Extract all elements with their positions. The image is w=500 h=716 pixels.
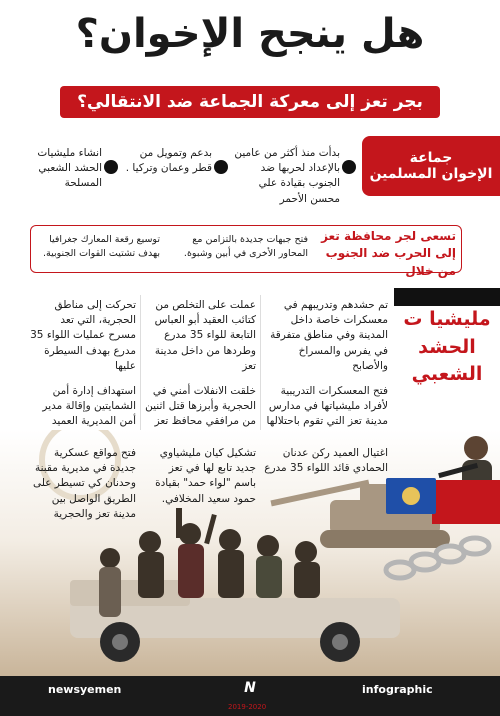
flag-emblem-icon (402, 487, 420, 505)
footer-bar (0, 676, 500, 716)
subtitle-banner (60, 86, 440, 118)
militia-item: خلقت الانفلات أمني في الحجرية وأبرزها قتل اثنين من مرافقي محافظ تعز (145, 385, 256, 428)
footer-year: 2019-2020 (228, 703, 267, 711)
footer-source: newsyemen (48, 683, 122, 696)
bullet-dot (342, 160, 356, 174)
section1-col1: بدأت منذ أكثر من عامين بالإعداد لحربها ضد الجنوب بقيادة علي محسن الأحمر (234, 147, 340, 205)
tab-line2: الحشد (418, 335, 476, 358)
militia-item: فتح مواقع عسكرية جديدة في مديرية مقبنة وحدنان كي تسيطر على الطريق الواصل بين مدينة تعز والحجرية (32, 447, 136, 520)
section2-col2: توسيع رقعة المعارك جغرافيا بهدف تشتيت القوات الجنوبية. (43, 234, 160, 259)
militia-item: عملت على التخلص من كتائب العقيد أبو العباس التابعة للواء 35 مدرع وطردها من داخل مدينة تعز (154, 299, 256, 372)
tab-line1: جماعة (409, 150, 453, 166)
militia-item: تشكيل كيان مليشياوي جديد تابع لها في تعز باسم "لواء حمد" بقيادة حمود سعيد المخلافي. (155, 447, 256, 505)
footer-type: infographic (362, 683, 433, 696)
bullet-dot (214, 160, 228, 174)
section2-red-text: تسعى لجر محافظة تعز إلى الحرب ضد الجنوب من خلال (321, 229, 456, 278)
militia-item: استهداف إدارة أمن الشمايتين وإقالة مدير أمن المديرية العميد (42, 385, 136, 428)
subtitle-text: بجر تعز إلى معركة الجماعة ضد الانتقالي؟ (77, 92, 423, 112)
section2-col1: فتح جبهات جديدة بالتزامن مع المحاور الأخرى في أبين وشبوة. (183, 234, 308, 259)
section1-col3: انشاء مليشيات الحشد الشعبي المسلحة (37, 147, 102, 190)
militia-tab-label (394, 306, 500, 389)
section1-col2: بدعم وتمويل من قطر وعمان وتركيا . (125, 147, 212, 175)
muslim-brotherhood-tab (362, 136, 500, 196)
militia-item: تم حشدهم وتدريبهم في معسكرات خاصة داخل المدينة وفي مناطق متفرقة في يفرس والمسراخ والأصابح (270, 299, 388, 372)
militia-tab (394, 288, 500, 306)
sudan-flag (386, 478, 436, 514)
militia-item: اغتيال العميد ركن عدنان الحمادي قائد اللواء 35 مدرع (264, 447, 388, 475)
tab-line1: مليشيا ت (403, 308, 491, 330)
page-title: هل ينجح الإخوان؟ (75, 11, 425, 57)
bullet-dot (104, 160, 118, 174)
newsyemen-logo-icon: N (244, 680, 256, 696)
tab-line3: الشعبي (411, 363, 483, 386)
yemen-flag (432, 480, 500, 524)
militia-item: تحركت إلى مناطق الحجرية، التي تعد مسرح عمليات اللواء 35 مدرع بهدف السيطرة عليها (30, 299, 136, 372)
tab-line2: الإخوان المسلمين (369, 166, 493, 182)
militia-item: فتح المعسكرات التدريبية لأفراد مليشياتها في مدارس مدينة تعز التي تقوم باحتلالها (266, 385, 388, 428)
